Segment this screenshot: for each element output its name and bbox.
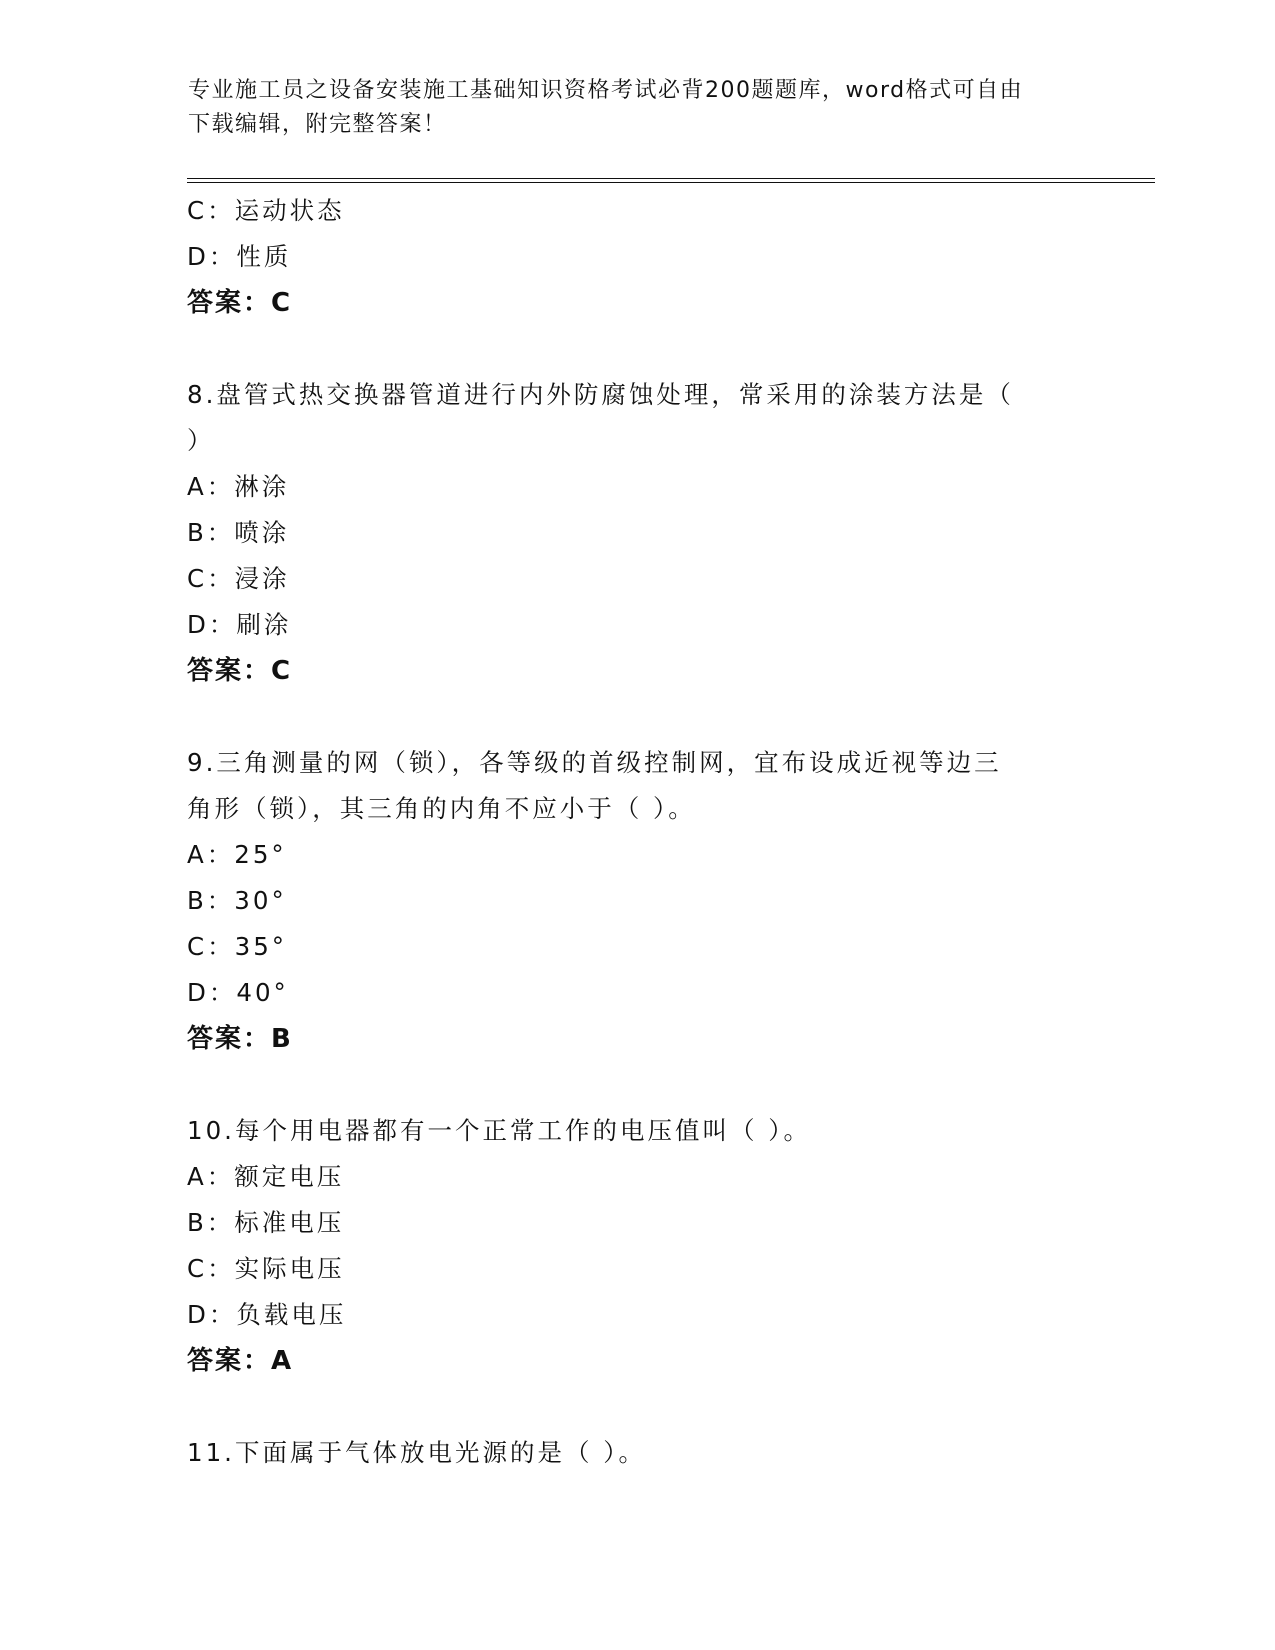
option-a: A：25° — [187, 840, 287, 869]
option-b: B：30° — [187, 886, 287, 915]
question-text-line: 角形（锁），其三角的内角不应小于（ ）。 — [187, 794, 696, 823]
question-text-line: 8.盘管式热交换器管道进行内外防腐蚀处理，常采用的涂装方法是（ — [187, 380, 1014, 409]
answer-label: 答案：B — [187, 1024, 293, 1054]
spacer — [187, 1062, 1067, 1108]
document-header — [188, 74, 1088, 142]
option-d: D：40° — [187, 978, 289, 1007]
question-text-line: 9.三角测量的网（锁），各等级的首级控制网，宜布设成近视等边三 — [187, 748, 1002, 777]
header-divider-top — [187, 178, 1155, 179]
option-c: C：35° — [187, 932, 288, 961]
option-b: B：标准电压 — [187, 1208, 345, 1237]
answer-label: 答案：C — [187, 288, 293, 318]
header-title-line-2: 下载编辑，附完整答案！ — [188, 112, 447, 137]
option-b: B：喷涂 — [187, 518, 290, 547]
spacer — [187, 1384, 1067, 1430]
option-a: A：额定电压 — [187, 1162, 345, 1191]
answer-label: 答案：A — [187, 1346, 294, 1376]
question-text-line: 10.每个用电器都有一个正常工作的电压值叫（ ）。 — [187, 1116, 811, 1145]
question-list — [187, 188, 1067, 1476]
question-10 — [187, 1108, 1067, 1384]
question-text-line: 11.下面属于气体放电光源的是（ ）。 — [187, 1438, 646, 1467]
option-c: C：实际电压 — [187, 1254, 345, 1283]
question-7-continuation — [187, 188, 1067, 326]
question-11 — [187, 1430, 1067, 1476]
answer-label: 答案：C — [187, 656, 293, 686]
option-d: D：性质 — [187, 242, 292, 271]
option-a: A：淋涂 — [187, 472, 290, 501]
header-title-line-1: 专业施工员之设备安装施工基础知识资格考试必背200题题库，word格式可自由 — [188, 78, 1024, 103]
spacer — [187, 326, 1067, 372]
spacer — [187, 694, 1067, 740]
option-d: D：刷涂 — [187, 610, 292, 639]
option-d: D：负载电压 — [187, 1300, 347, 1329]
question-9 — [187, 740, 1067, 1062]
option-c: C：浸涂 — [187, 564, 290, 593]
question-8 — [187, 372, 1067, 694]
option-c: C：运动状态 — [187, 196, 345, 225]
question-text-line: ） — [187, 426, 215, 455]
header-divider-bottom — [187, 182, 1155, 183]
